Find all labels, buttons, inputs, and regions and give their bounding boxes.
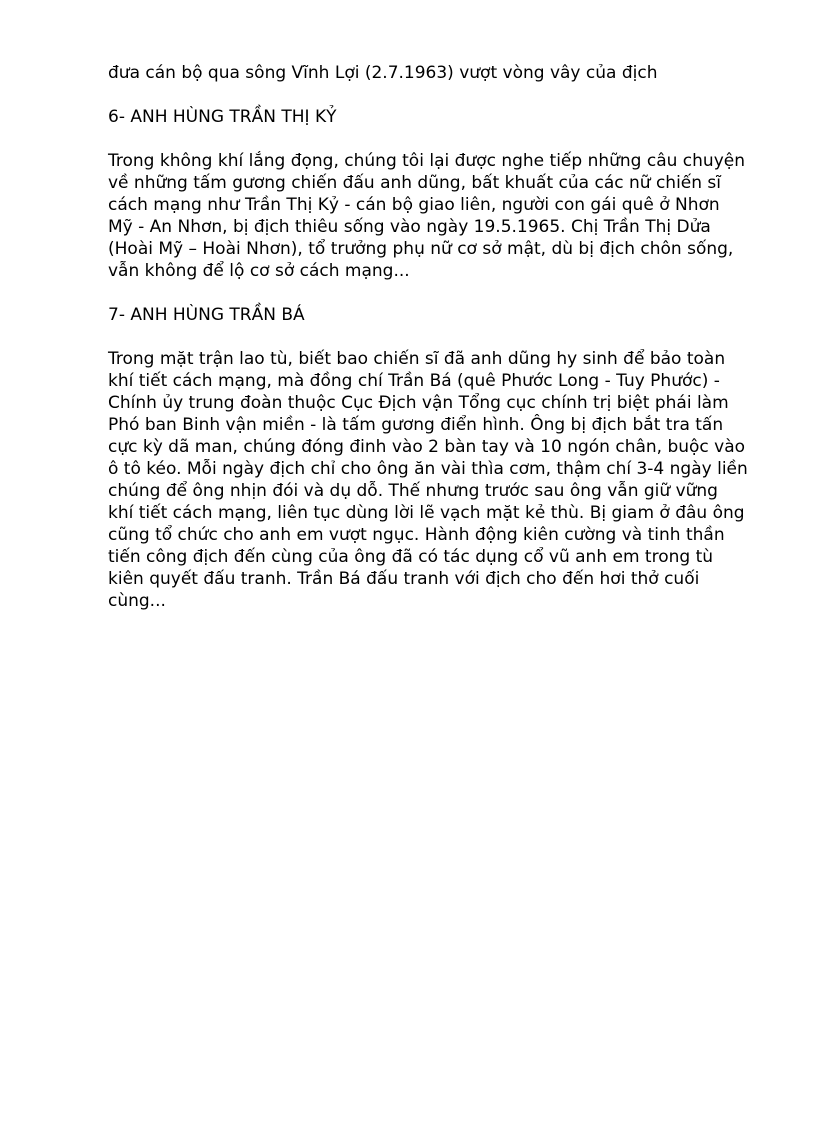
- document-page: [108, 62, 772, 634]
- section-7-paragraph: [108, 348, 772, 612]
- paragraph-line: Phó ban Binh vận miền - là tấm gương điển hình. Ông bị địch bắt tra tấn: [108, 415, 724, 435]
- paragraph-line: tiến công địch đến cùng của ông đã có tác dụng cổ vũ anh em trong tù: [108, 547, 714, 567]
- section-6-heading: 6- ANH HÙNG TRẦN THỊ KỶ: [108, 107, 337, 127]
- paragraph-line: chúng để ông nhịn đói và dụ dỗ. Thế nhưng trước sau ông vẫn giữ vững: [108, 481, 718, 501]
- paragraph-line: khí tiết cách mạng, liên tục dùng lời lẽ vạch mặt kẻ thù. Bị giam ở đâu ông: [108, 503, 745, 523]
- section-7-heading: 7- ANH HÙNG TRẦN BÁ: [108, 305, 305, 325]
- paragraph-line: khí tiết cách mạng, mà đồng chí Trần Bá (quê Phước Long - Tuy Phước) -: [108, 371, 720, 391]
- paragraph-line: Mỹ - An Nhơn, bị địch thiêu sống vào ngày 19.5.1965. Chị Trần Thị Dửa: [108, 217, 711, 237]
- paragraph-line: Trong không khí lắng đọng, chúng tôi lại được nghe tiếp những câu chuyện: [108, 151, 745, 171]
- paragraph-line: cũng tổ chức cho anh em vượt ngục. Hành động kiên cường và tinh thần: [108, 525, 725, 545]
- paragraph-line: ô tô kéo. Mỗi ngày địch chỉ cho ông ăn vài thìa cơm, thậm chí 3-4 ngày liền: [108, 459, 748, 479]
- paragraph-line: kiên quyết đấu tranh. Trần Bá đấu tranh với địch cho đến hơi thở cuối: [108, 569, 700, 589]
- paragraph-line: Trong mặt trận lao tù, biết bao chiến sĩ đã anh dũng hy sinh để bảo toàn: [108, 349, 726, 369]
- section-6-paragraph: [108, 150, 772, 282]
- paragraph-line: cùng...: [108, 591, 166, 611]
- paragraph-line: (Hoài Mỹ – Hoài Nhơn), tổ trưởng phụ nữ cơ sở mật, dù bị địch chôn sống,: [108, 239, 734, 259]
- paragraph-line: Chính ủy trung đoàn thuộc Cục Địch vận Tổng cục chính trị biệt phái làm: [108, 393, 729, 413]
- paragraph-line: cách mạng như Trần Thị Kỷ - cán bộ giao liên, người con gái quê ở Nhơn: [108, 195, 720, 215]
- paragraph-line: về những tấm gương chiến đấu anh dũng, bất khuất của các nữ chiến sĩ: [108, 173, 722, 193]
- paragraph-line: vẫn không để lộ cơ sở cách mạng...: [108, 261, 410, 281]
- intro-line: đưa cán bộ qua sông Vĩnh Lợi (2.7.1963) vượt vòng vây của địch: [108, 63, 658, 83]
- paragraph-line: cực kỳ dã man, chúng đóng đinh vào 2 bàn tay và 10 ngón chân, buộc vào: [108, 437, 746, 457]
